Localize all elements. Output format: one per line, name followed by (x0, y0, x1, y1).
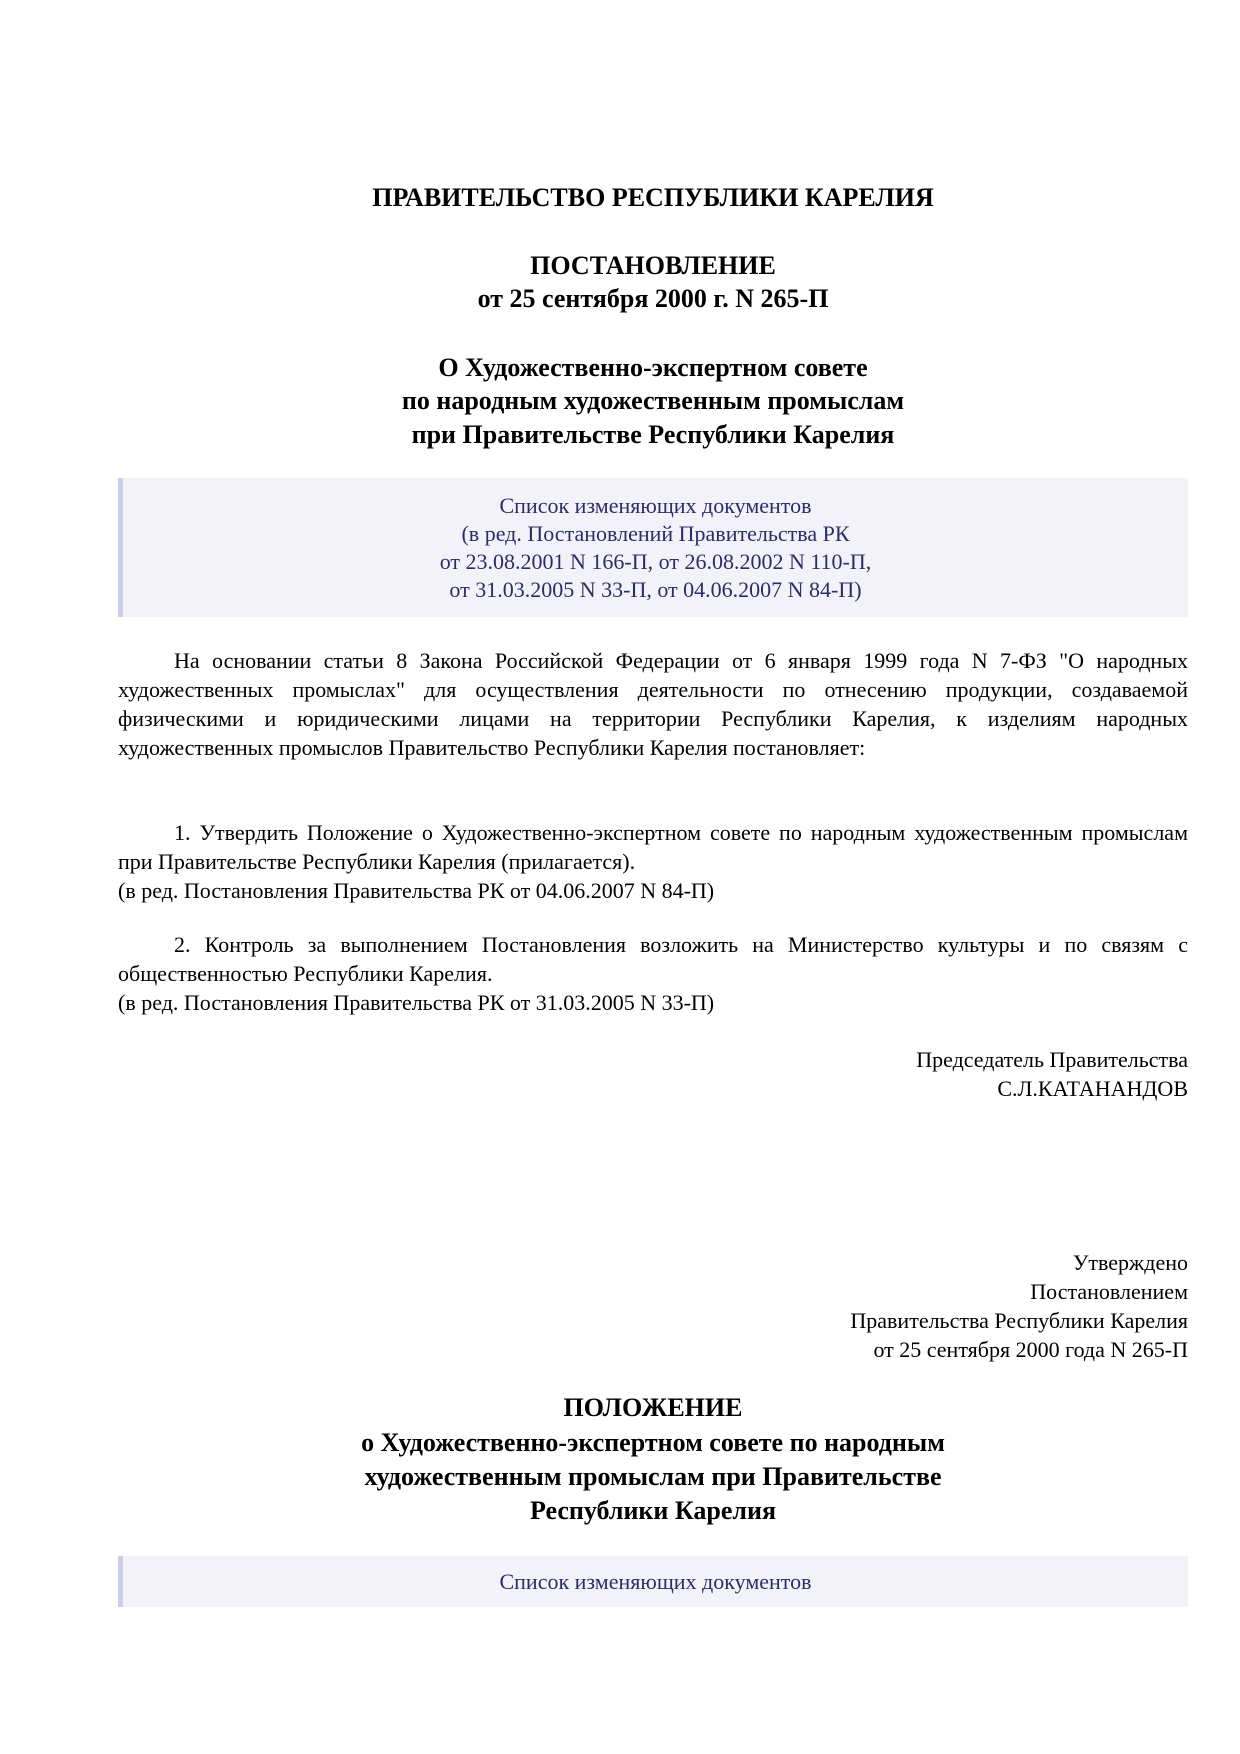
doc-title-line: по народным художественным промыслам (401, 386, 905, 415)
doc-title-line: при Правительстве Республики Карелия (411, 420, 895, 449)
doc-title-line: О Художественно-экспертном совете (438, 353, 868, 382)
approval-block (118, 1248, 1188, 1364)
approval-line: Утверждено (1072, 1250, 1188, 1275)
approval-line: от 25 сентября 2000 года N 265-П (873, 1337, 1188, 1362)
regulation-title: ПОЛОЖЕНИЕ (563, 1393, 743, 1422)
item-1-note: (в ред. Постановления Правительства РК от 04.06.2007 N 84-П) (118, 878, 715, 903)
regulation-subtitle-line: о Художественно-экспертном совете по народным (361, 1428, 945, 1457)
changes-line: от 23.08.2001 N 166-П, от 26.08.2002 N 110-П, (439, 549, 872, 574)
item-2-paragraph: 2. Контроль за выполнением Постановления возложить на Министерство культуры и по связям с общественностью Республики Карелия. (118, 932, 1188, 986)
item-2-section (118, 930, 1188, 1017)
doc-type-heading: ПОСТАНОВЛЕНИЕ (530, 251, 776, 280)
doc-date: от 25 сентября 2000 г. N 265-П (477, 284, 829, 313)
changes-line: от 31.03.2005 N 33-П, от 04.06.2007 N 84-П) (449, 577, 862, 602)
government-heading: ПРАВИТЕЛЬСТВО РЕСПУБЛИКИ КАРЕЛИЯ (372, 183, 934, 212)
regulation-subtitle-line: Республики Карелия (529, 1496, 777, 1525)
changes-label: Список изменяющих документов (499, 1569, 812, 1594)
changes-line: (в ред. Постановлений Правительства РК (461, 521, 850, 546)
changes-box-2 (118, 1556, 1188, 1607)
signature-name: С.Л.КАТАНАНДОВ (997, 1076, 1188, 1101)
preamble-paragraph: На основании статьи 8 Закона Российской Федерации от 6 января 1999 года N 7-ФЗ "О народных художественных промыслах" для осуществления деятельности по отнесению продукции, создаваемой физическими и юридическими лицами на территории Республики Карелия, к изделиям народных художественных промыслов Правительство Республики Карелия постановляет: (118, 648, 1188, 760)
approval-line: Правительства Республики Карелия (850, 1308, 1188, 1333)
regulation-subtitle-line: художественным промыслам при Правительстве (364, 1462, 942, 1491)
preamble-section (118, 646, 1188, 762)
item-2-note: (в ред. Постановления Правительства РК от 31.03.2005 N 33-П) (118, 990, 715, 1015)
changes-box (118, 478, 1188, 617)
item-1-section (118, 818, 1188, 905)
signature-block (118, 1045, 1188, 1103)
signature-position: Председатель Правительства (916, 1047, 1188, 1072)
approval-line: Постановлением (1030, 1279, 1188, 1304)
item-1-paragraph: 1. Утвердить Положение о Художественно-экспертном совете по народным художественным промыслам при Правительстве Республики Карелия (прилагается). (118, 820, 1188, 874)
changes-line: Список изменяющих документов (499, 493, 812, 518)
